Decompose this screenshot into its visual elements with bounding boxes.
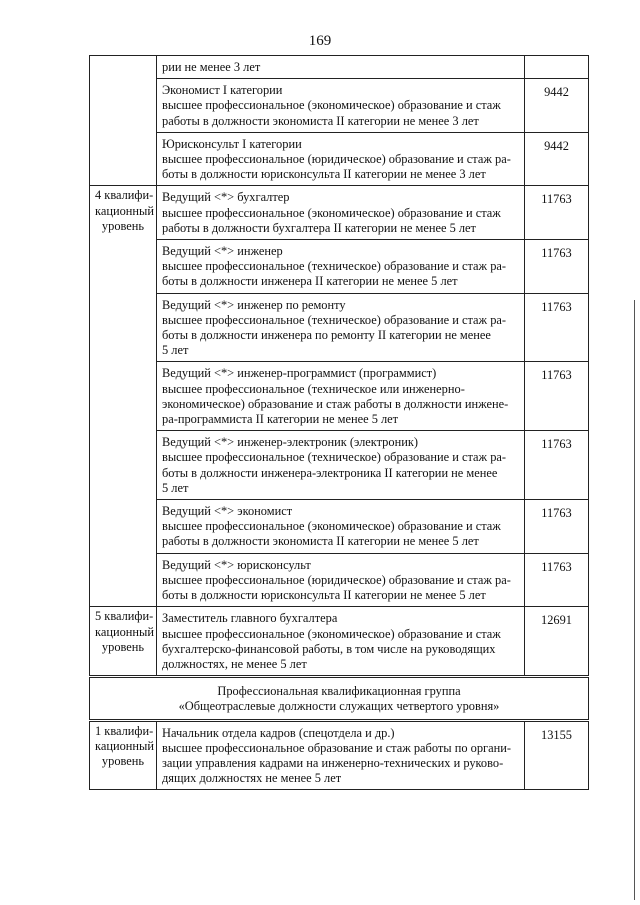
- table-row: [90, 720, 589, 790]
- position-description-line: высшее профессиональное (техническое) образование и стаж ра-: [162, 450, 507, 465]
- group-header-line: «Общеотраслевые должности служащих четвертого уровня»: [178, 699, 500, 714]
- table-row: [90, 132, 589, 186]
- position-description-line: боты в должности юрисконсульта II категории не менее 3 лет: [162, 167, 486, 182]
- qualification-level-cell: [90, 132, 157, 186]
- position-description-line: боты в должности юрисконсульта II категории не менее 5 лет: [162, 588, 486, 603]
- table-row: [90, 553, 589, 607]
- salary-cell: 11763: [525, 500, 589, 554]
- position-description-line: 5 лет: [162, 480, 189, 495]
- position-description-line: Ведущий <*> инженер-электроник (электроник): [162, 435, 418, 450]
- qualification-level-text: 4 квалифи-: [95, 188, 154, 203]
- position-description-line: должностях, не менее 5 лет: [162, 656, 307, 671]
- position-description-cell: [157, 362, 525, 431]
- salary-cell: 13155: [525, 720, 589, 790]
- position-description-line: высшее профессиональное (техническое) образование и стаж ра-: [162, 259, 507, 274]
- position-description-cell: [157, 431, 525, 500]
- salary-cell: [525, 56, 589, 79]
- qualification-level-text: 5 квалифи-: [95, 609, 154, 624]
- qualification-level-text: кационный: [95, 203, 155, 218]
- position-description-line: высшее профессиональное (экономическое) образование и стаж: [162, 626, 501, 641]
- qualification-level-cell: [90, 293, 157, 362]
- position-description-cell: [157, 500, 525, 554]
- position-description-line: Ведущий <*> инженер: [162, 244, 283, 259]
- position-description-line: Ведущий <*> инженер-программист (программист): [162, 366, 437, 381]
- position-description-cell: [157, 293, 525, 362]
- salary-cell: 11763: [525, 186, 589, 240]
- position-description-cell: [157, 132, 525, 186]
- position-description-line: Экономист I категории: [162, 83, 283, 98]
- salary-cell: 11763: [525, 553, 589, 607]
- position-description-line: высшее профессиональное (техническое или инженерно-: [162, 381, 465, 396]
- position-description-line: работы в должности экономиста II категории не менее 3 лет: [162, 113, 479, 128]
- qualification-level-text: уровень: [101, 218, 145, 233]
- position-description-line: Ведущий <*> бухгалтер: [162, 190, 290, 205]
- table-row: [90, 186, 589, 240]
- position-description-line: 5 лет: [162, 343, 189, 358]
- salary-cell: 12691: [525, 607, 589, 677]
- position-description-cell: [157, 720, 525, 790]
- position-description-line: Ведущий <*> экономист: [162, 504, 293, 519]
- qualification-level-text: уровень: [101, 639, 145, 654]
- position-description-line: боты в должности инженера по ремонту II категории не менее: [162, 328, 491, 343]
- position-description-line: высшее профессиональное (юридическое) образование и стаж ра-: [162, 572, 511, 587]
- page-number: 169: [308, 33, 332, 49]
- salary-cell: 9442: [525, 79, 589, 133]
- position-description-line: высшее профессиональное (экономическое) образование и стаж: [162, 205, 501, 220]
- group-header-line: Профессиональная квалификационная группа: [217, 684, 461, 699]
- position-description-line: Юрисконсульт I категории: [162, 136, 302, 151]
- salary-cell: 11763: [525, 362, 589, 431]
- qualification-level-text: кационный: [95, 738, 155, 753]
- position-description-line: работы в должности экономиста II категории не менее 5 лет: [162, 534, 479, 549]
- position-description-cell: [157, 553, 525, 607]
- position-description-line: ра-программиста II категории не менее 5 лет: [162, 412, 399, 427]
- table-body: [90, 56, 589, 790]
- position-description-line: дящих должностях не менее 5 лет: [162, 771, 342, 786]
- position-description-line: работы в должности бухгалтера II категории не менее 5 лет: [162, 220, 476, 235]
- position-description-line: Заместитель главного бухгалтера: [162, 611, 338, 626]
- position-description-line: Ведущий <*> юрисконсульт: [162, 557, 311, 572]
- qualification-level-cell: [90, 553, 157, 607]
- position-description-cell: [157, 56, 525, 79]
- table-row: [90, 79, 589, 133]
- salary-table: [89, 55, 589, 790]
- position-description-line: экономическое) образование и стаж работы в должности инжене-: [162, 396, 509, 411]
- position-description-line: бухгалтерско-финансовой работы, в том числе на руководящих: [162, 641, 496, 656]
- table-row: [90, 240, 589, 294]
- position-description-line: Ведущий <*> инженер по ремонту: [162, 297, 346, 312]
- qualification-group-title: [90, 677, 589, 720]
- scan-edge-line: [634, 300, 635, 900]
- qualification-level-text: 1 квалифи-: [95, 723, 154, 738]
- position-description-line: высшее профессиональное образование и стаж работы по органи-: [162, 740, 512, 755]
- position-description-line: высшее профессиональное (юридическое) образование и стаж ра-: [162, 152, 511, 167]
- qualification-level-cell: [90, 240, 157, 294]
- table-row: [90, 293, 589, 362]
- qualification-level-cell: [90, 362, 157, 431]
- qualification-level-cell: [90, 431, 157, 500]
- table-row: [90, 607, 589, 677]
- position-description-line: боты в должности инженера II категории не менее 5 лет: [162, 274, 458, 289]
- position-description-line: зации управления кадрами на инженерно-технических и руково-: [162, 755, 504, 770]
- position-description-cell: [157, 240, 525, 294]
- table-row: [90, 500, 589, 554]
- qualification-level-text: кационный: [95, 624, 155, 639]
- position-description-line: высшее профессиональное (экономическое) образование и стаж: [162, 98, 501, 113]
- table-row: [90, 56, 589, 79]
- table-row: [90, 431, 589, 500]
- position-description-cell: [157, 79, 525, 133]
- qualification-level-text: уровень: [101, 753, 145, 768]
- qualification-level-cell: [90, 56, 157, 79]
- position-description-cell: [157, 607, 525, 677]
- position-description-line: боты в должности инженера-электроника II категории не менее: [162, 465, 498, 480]
- position-description-line: высшее профессиональное (техническое) образование и стаж ра-: [162, 312, 507, 327]
- position-description-cell: [157, 186, 525, 240]
- position-description-line: высшее профессиональное (экономическое) образование и стаж: [162, 519, 501, 534]
- qualification-level-cell: [90, 607, 157, 677]
- salary-cell: 11763: [525, 431, 589, 500]
- salary-cell: 11763: [525, 293, 589, 362]
- qualification-level-cell: [90, 186, 157, 240]
- salary-cell: 11763: [525, 240, 589, 294]
- qualification-level-cell: [90, 500, 157, 554]
- position-description-line: Начальник отдела кадров (спецотдела и др.): [162, 725, 395, 740]
- group-header-row: [90, 677, 589, 720]
- table-row: [90, 362, 589, 431]
- qualification-level-cell: [90, 79, 157, 133]
- position-description-line: рии не менее 3 лет: [162, 60, 261, 74]
- salary-cell: 9442: [525, 132, 589, 186]
- qualification-level-cell: [90, 720, 157, 790]
